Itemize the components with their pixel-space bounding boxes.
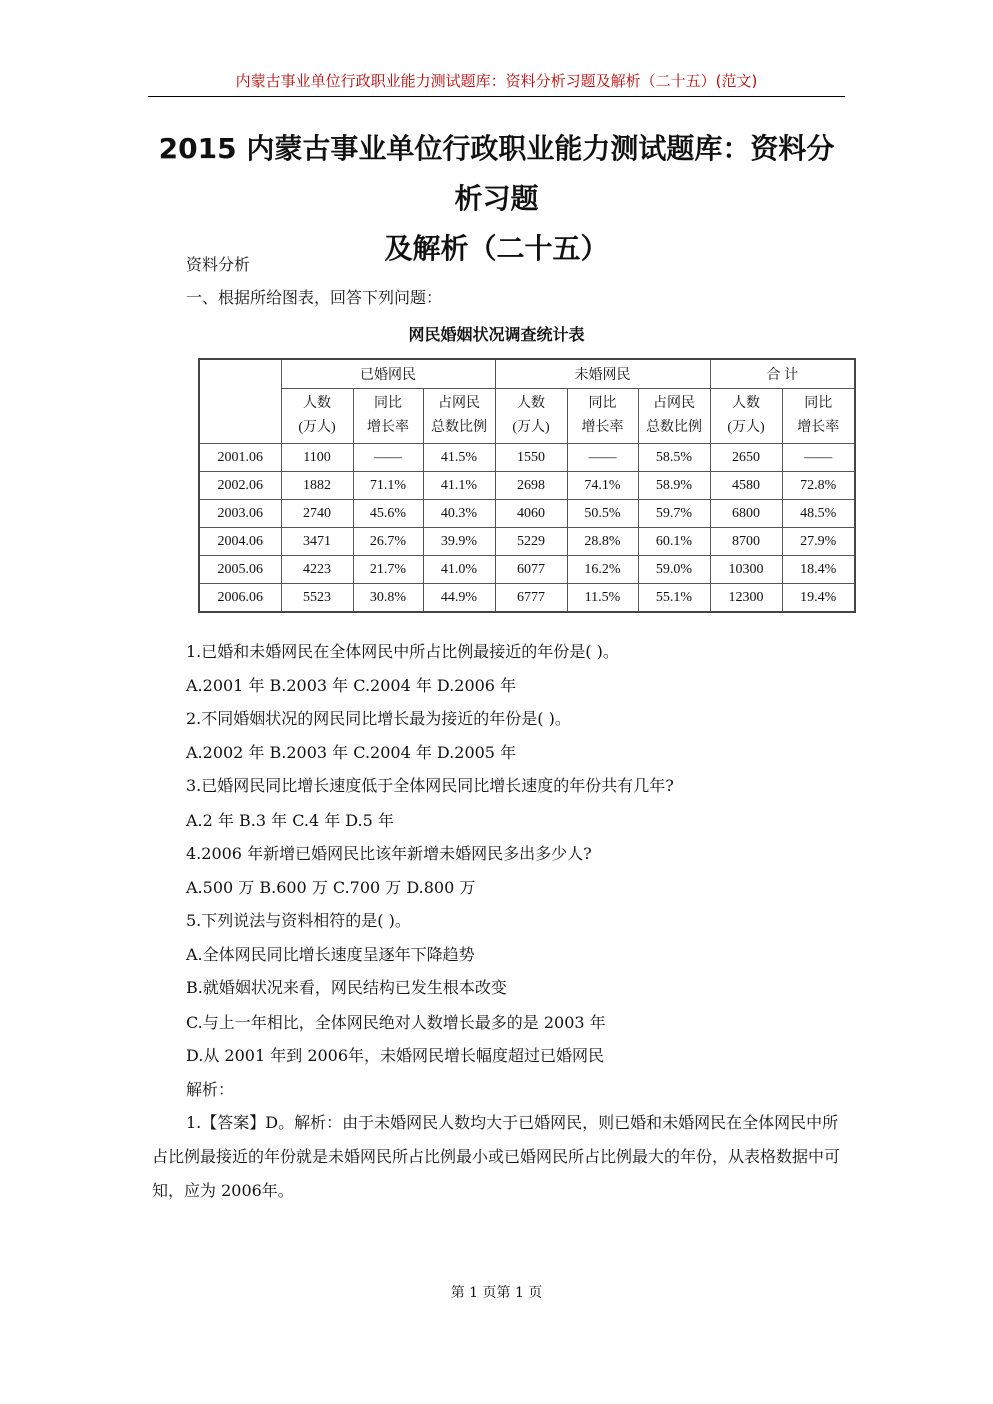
cell-total-count: 12300 [710, 584, 782, 613]
cell-married-share: 41.5% [423, 444, 495, 472]
question-2: 2.不同婚姻状况的网民同比增长最为接近的年份是( )。 [186, 709, 571, 728]
cell-date: 2005.06 [199, 556, 281, 584]
cell-date: 2002.06 [199, 472, 281, 500]
cell-total-growth: 48.5% [782, 500, 855, 528]
cell-unmarried-count: 5229 [495, 528, 567, 556]
cell-unmarried-share: 59.0% [638, 556, 710, 584]
cell-married-count: 5523 [281, 584, 353, 613]
group-header-married: 已婚网民 [281, 359, 495, 389]
question-1: 1.已婚和未婚网民在全体网民中所占比例最接近的年份是( )。 [186, 642, 619, 661]
table-row [199, 584, 855, 613]
cell-total-count: 8700 [710, 528, 782, 556]
cell-married-growth: 45.6% [353, 500, 423, 528]
question-5: 5.下列说法与资料相符的是( )。 [186, 911, 411, 930]
corner-cell [199, 359, 281, 444]
page-footer: 第 1 页第 1 页 [450, 1285, 543, 1301]
table-row [199, 500, 855, 528]
cell-unmarried-count: 4060 [495, 500, 567, 528]
instruction-text: 一、根据所给图表，回答下列问题： [186, 288, 443, 307]
cell-unmarried-count: 1550 [495, 444, 567, 472]
subheader-growth: 同比 增长率 [353, 389, 423, 444]
table-caption: 网民婚姻状况调查统计表 [408, 325, 585, 344]
cell-unmarried-growth: 28.8% [567, 528, 638, 556]
question-2-options: A.2002 年 B.2003 年 C.2004 年 D.2005 年 [186, 743, 517, 762]
cell-married-count: 2740 [281, 500, 353, 528]
cell-married-count: 3471 [281, 528, 353, 556]
cell-total-count: 4580 [710, 472, 782, 500]
cell-total-growth: 72.8% [782, 472, 855, 500]
cell-married-growth: 71.1% [353, 472, 423, 500]
analysis-label: 解析： [186, 1080, 235, 1099]
cell-unmarried-count: 6077 [495, 556, 567, 584]
cell-total-growth: 19.4% [782, 584, 855, 613]
marriage-statistics-table [198, 358, 856, 613]
cell-married-growth: 21.7% [353, 556, 423, 584]
analysis-answer-1: 1.【答案】D。解析：由于未婚网民人数均大于已婚网民，则已婚和未婚网民在全体网民中所占比例最接近的年份就是未婚网民所占比例最小或已婚网民所占比例最大的年份，从表格数据中可知，应为 2006年。 [152, 1113, 841, 1200]
cell-total-count: 6800 [710, 500, 782, 528]
cell-total-growth: 27.9% [782, 528, 855, 556]
title-line-2: 及解析（二十五） [384, 232, 609, 265]
running-header: 内蒙古事业单位行政职业能力测试题库：资料分析习题及解析（二十五）(范文) [235, 72, 758, 90]
header-divider [148, 96, 845, 97]
table-row [199, 472, 855, 500]
title-line-1: 2015 内蒙古事业单位行政职业能力测试题库：资料分析习题 [158, 132, 835, 215]
cell-married-share: 39.9% [423, 528, 495, 556]
cell-unmarried-growth: 16.2% [567, 556, 638, 584]
cell-married-growth: —— [353, 444, 423, 472]
cell-married-growth: 26.7% [353, 528, 423, 556]
question-5-option-a: A.全体网民同比增长速度呈逐年下降趋势 [186, 945, 475, 964]
question-4-options: A.500 万 B.600 万 C.700 万 D.800 万 [186, 878, 476, 897]
cell-married-share: 40.3% [423, 500, 495, 528]
cell-married-share: 41.0% [423, 556, 495, 584]
question-4: 4.2006 年新增已婚网民比该年新增未婚网民多出多少人? [186, 844, 592, 863]
cell-date: 2003.06 [199, 500, 281, 528]
cell-unmarried-share: 60.1% [638, 528, 710, 556]
cell-unmarried-count: 2698 [495, 472, 567, 500]
cell-unmarried-growth: 74.1% [567, 472, 638, 500]
cell-married-count: 1882 [281, 472, 353, 500]
cell-unmarried-share: 55.1% [638, 584, 710, 613]
cell-unmarried-count: 6777 [495, 584, 567, 613]
cell-date: 2004.06 [199, 528, 281, 556]
question-1-options: A.2001 年 B.2003 年 C.2004 年 D.2006 年 [186, 676, 517, 695]
group-header-total: 合 计 [710, 359, 855, 389]
subheader-count: 人数 (万人) [710, 389, 782, 444]
table-row [199, 556, 855, 584]
question-5-option-d: D.从 2001 年到 2006年，未婚网民增长幅度超过已婚网民 [186, 1046, 605, 1065]
cell-married-share: 41.1% [423, 472, 495, 500]
cell-total-count: 2650 [710, 444, 782, 472]
cell-unmarried-share: 58.5% [638, 444, 710, 472]
cell-married-growth: 30.8% [353, 584, 423, 613]
question-5-option-b: B.就婚姻状况来看，网民结构已发生根本改变 [186, 978, 507, 997]
question-3: 3.已婚网民同比增长速度低于全体网民同比增长速度的年份共有几年? [186, 776, 674, 795]
question-3-options: A.2 年 B.3 年 C.4 年 D.5 年 [186, 811, 394, 830]
cell-married-share: 44.9% [423, 584, 495, 613]
cell-total-growth: 18.4% [782, 556, 855, 584]
cell-unmarried-growth: 11.5% [567, 584, 638, 613]
cell-married-count: 4223 [281, 556, 353, 584]
group-header-unmarried: 未婚网民 [495, 359, 710, 389]
section-label: 资料分析 [186, 255, 251, 274]
subheader-share: 占网民 总数比例 [638, 389, 710, 444]
cell-date: 2001.06 [199, 444, 281, 472]
subheader-growth: 同比 增长率 [782, 389, 855, 444]
cell-unmarried-growth: 50.5% [567, 500, 638, 528]
page-title [150, 124, 843, 274]
cell-unmarried-share: 59.7% [638, 500, 710, 528]
cell-total-growth: —— [782, 444, 855, 472]
cell-date: 2006.06 [199, 584, 281, 613]
cell-total-count: 10300 [710, 556, 782, 584]
question-5-option-c: C.与上一年相比，全体网民绝对人数增长最多的是 2003 年 [186, 1013, 606, 1032]
cell-unmarried-growth: —— [567, 444, 638, 472]
subheader-growth: 同比 增长率 [567, 389, 638, 444]
subheader-count: 人数 (万人) [281, 389, 353, 444]
cell-married-count: 1100 [281, 444, 353, 472]
table-row [199, 444, 855, 472]
table-row [199, 528, 855, 556]
subheader-count: 人数 (万人) [495, 389, 567, 444]
cell-unmarried-share: 58.9% [638, 472, 710, 500]
subheader-share: 占网民 总数比例 [423, 389, 495, 444]
